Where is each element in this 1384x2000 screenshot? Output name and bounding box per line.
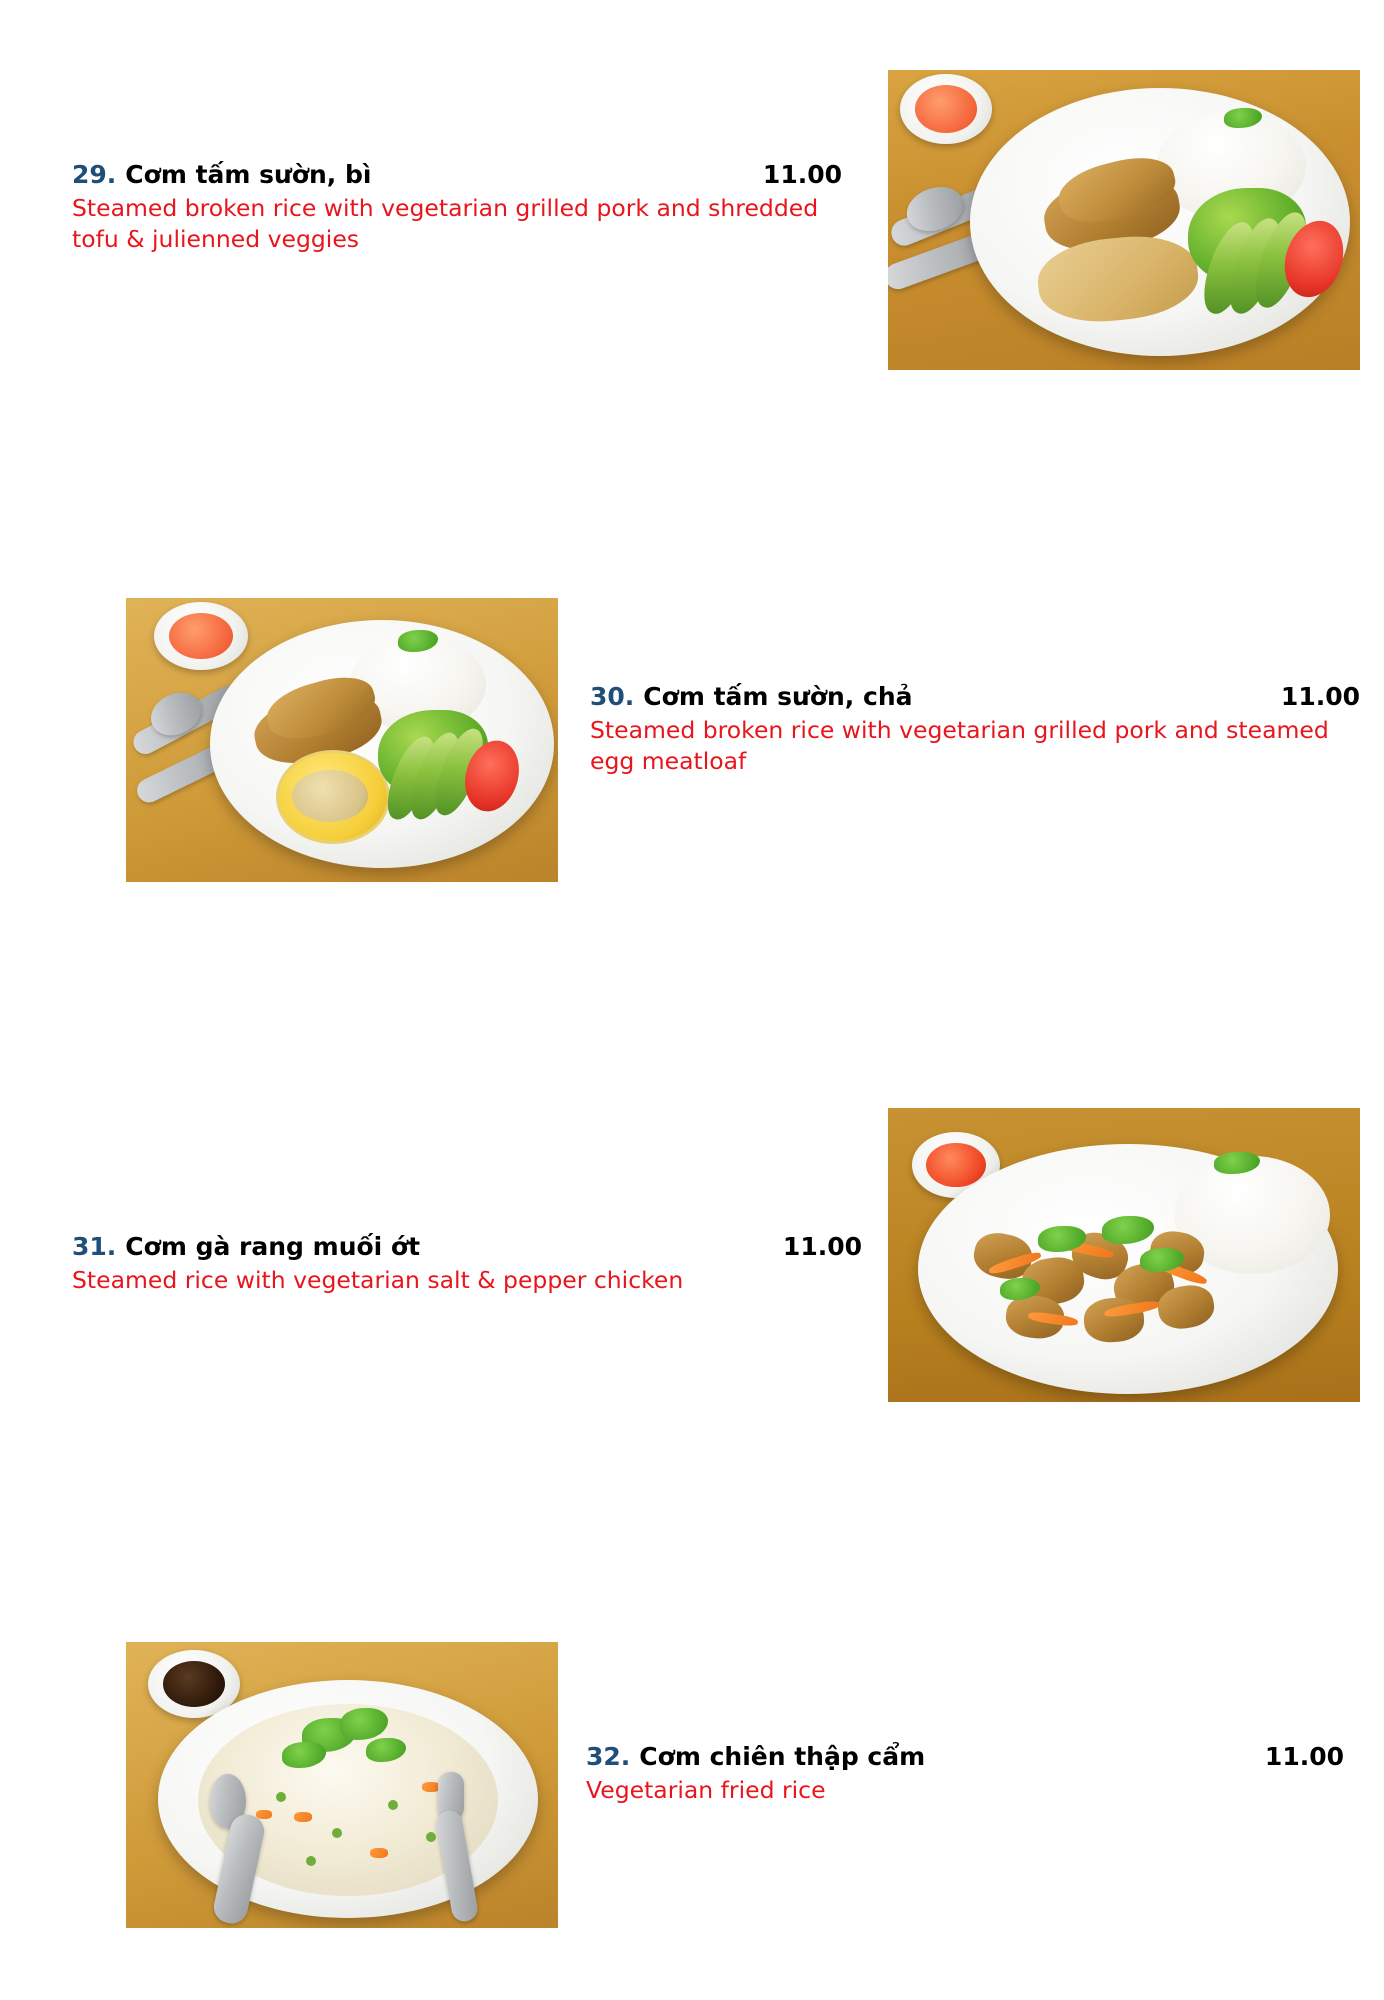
menu-item-29-description: Steamed broken rice with vegetarian grilled pork and shredded tofu & julienned veggies bbox=[72, 194, 819, 253]
menu-item-30-name: Cơm tấm sườn, chả bbox=[643, 682, 913, 711]
menu-item-32-description: Vegetarian fried rice bbox=[586, 1776, 826, 1804]
menu-item-29-name: Cơm tấm sườn, bì bbox=[125, 160, 372, 189]
menu-item-32-photo bbox=[126, 1642, 558, 1928]
sauce-bowl bbox=[154, 602, 248, 670]
menu-item-32-price: 11.00 bbox=[1264, 1742, 1344, 1771]
menu-item-29-number: 29. bbox=[72, 160, 117, 189]
menu-item-31-number: 31. bbox=[72, 1232, 117, 1261]
menu-item-29-photo bbox=[888, 70, 1360, 370]
menu-item-29-price: 11.00 bbox=[762, 160, 842, 189]
menu-item-30-description: Steamed broken rice with vegetarian grilled pork and steamed egg meatloaf bbox=[590, 716, 1329, 775]
menu-item-32-name: Cơm chiên thập cẩm bbox=[639, 1742, 926, 1771]
sauce-bowl bbox=[900, 74, 992, 144]
menu-item-30-price: 11.00 bbox=[1280, 682, 1360, 711]
menu-item-29-heading bbox=[72, 160, 842, 189]
menu-item-32-text bbox=[586, 1742, 1344, 1806]
menu-item-31-name: Cơm gà rang muối ớt bbox=[125, 1232, 421, 1261]
menu-item-32-number: 32. bbox=[586, 1742, 631, 1771]
menu-item-30-heading bbox=[590, 682, 1360, 711]
menu-item-31-text bbox=[72, 1232, 862, 1296]
menu-item-31-description: Steamed rice with vegetarian salt & pepper chicken bbox=[72, 1266, 684, 1294]
menu-item-31-photo bbox=[888, 1108, 1360, 1402]
menu-item-32-heading bbox=[586, 1742, 1344, 1771]
menu-item-30-number: 30. bbox=[590, 682, 635, 711]
menu-item-31-price: 11.00 bbox=[782, 1232, 862, 1261]
menu-item-30-photo bbox=[126, 598, 558, 882]
menu-item-31-heading bbox=[72, 1232, 862, 1261]
menu-item-29-text bbox=[72, 160, 842, 254]
menu-item-30-text bbox=[590, 682, 1360, 776]
